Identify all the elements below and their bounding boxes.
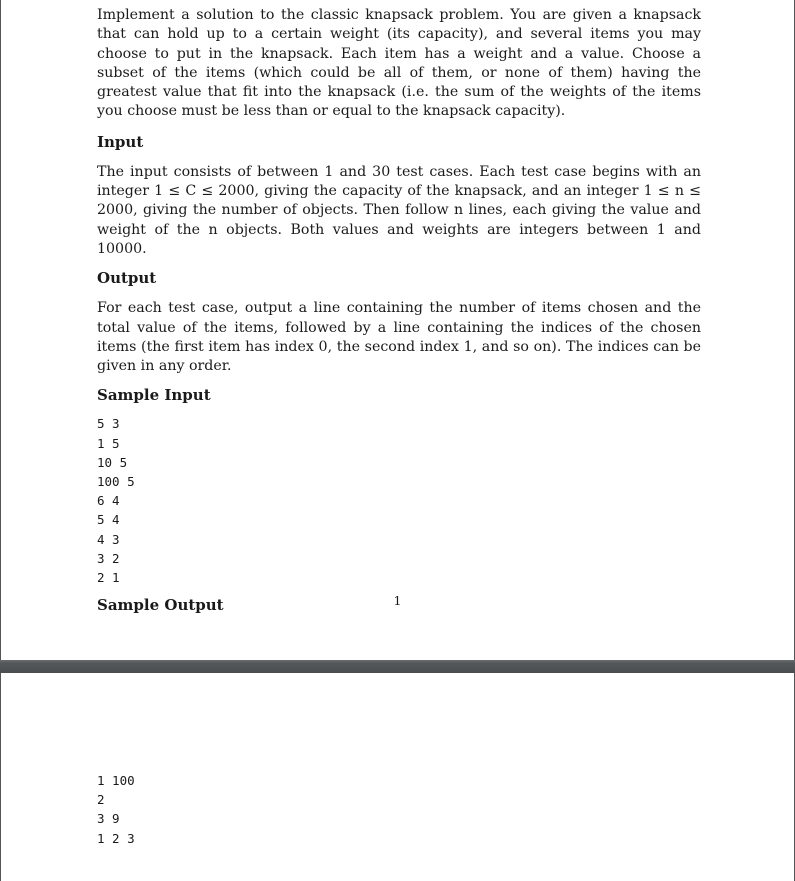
document-page-1 xyxy=(1,0,794,660)
sample-input-line: 5 3 xyxy=(97,416,120,432)
sample-output-heading: Sample Output xyxy=(97,596,224,615)
sample-input-line: 4 3 xyxy=(97,531,120,547)
page-number: 1 xyxy=(393,593,402,608)
sample-input-block xyxy=(97,414,701,587)
sample-input-line: 5 4 xyxy=(97,512,120,528)
sample-input-heading: Sample Input xyxy=(97,386,211,405)
sample-input-line: 10 5 xyxy=(97,454,128,470)
sample-input-line: 100 5 xyxy=(97,474,135,490)
sample-input-line: 3 2 xyxy=(97,550,120,566)
sample-input-line: 2 1 xyxy=(97,569,120,585)
intro-paragraph: Implement a solution to the classic knapsack problem. You are given a knapsack that can hold up to a certain weight (its capacity), and several items you may choose to put in the knapsack. Each item has a weight and a value. Choose a subset of the items (which could be all of them, or none of them) having the greatest value that fit into the knapsack (i.e. the sum of the weights of the items you choose must be less than or equal to the knapsack capacity). xyxy=(97,7,701,120)
sample-output-line: 1 2 3 xyxy=(97,830,135,846)
document-page-2 xyxy=(1,673,794,881)
page-1-content xyxy=(97,6,701,615)
page-separator xyxy=(0,660,795,673)
sample-output-line: 3 9 xyxy=(97,811,120,827)
sample-output-line: 1 100 xyxy=(97,773,135,788)
sample-input-line: 1 5 xyxy=(97,435,120,451)
sample-output-block xyxy=(97,771,701,848)
sample-output-line: 2 xyxy=(97,792,105,808)
input-heading: Input xyxy=(97,132,144,151)
output-paragraph: For each test case, output a line containing the number of items chosen and the total value of the items, followed by a line containing the indices of the chosen items (the first item has index 0, the second index 1, and so on). The indices can be given in any order. xyxy=(97,300,701,375)
input-paragraph: The input consists of between 1 and 30 test cases. Each test case begins with an integer 1 ≤ C ≤ 2000, giving the capacity of the knapsack, and an integer 1 ≤ n ≤ 2000, giving the number of objects. Then follow n lines, each giving the value and weight of the n objects. Both values and weights are integers between 1 and 10000. xyxy=(97,163,701,257)
output-heading: Output xyxy=(97,269,157,288)
sample-input-line: 6 4 xyxy=(97,493,120,509)
